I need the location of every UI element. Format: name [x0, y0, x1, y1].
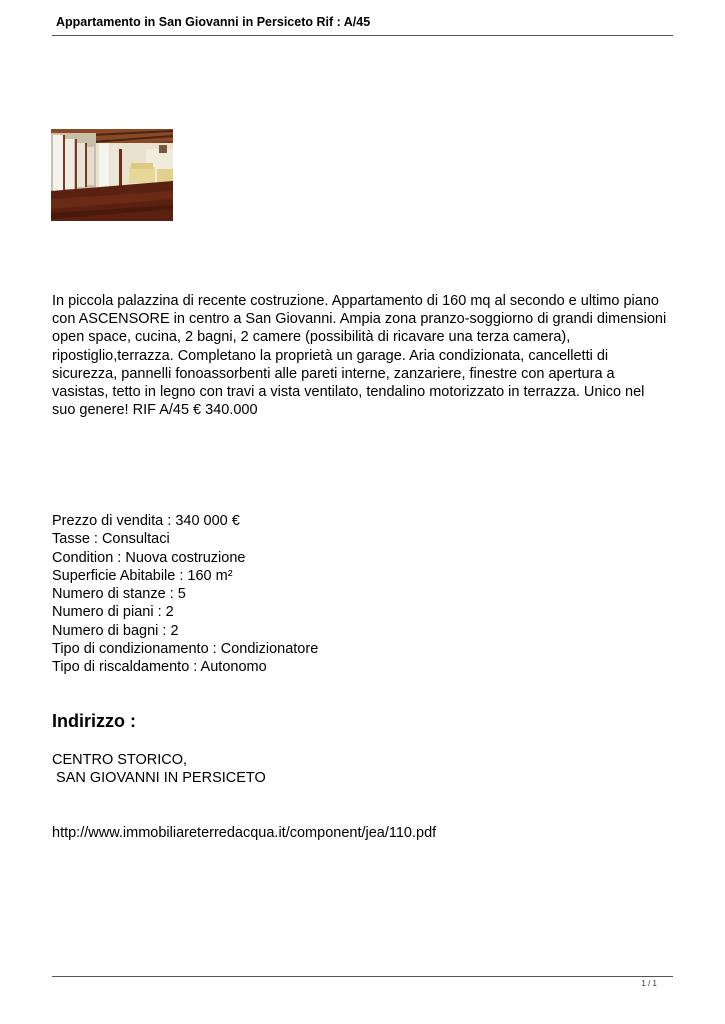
- source-link[interactable]: http://www.immobiliareterredacqua.it/component/jea/110.pdf: [52, 825, 437, 841]
- address-line-1: CENTRO STORICO,: [52, 752, 188, 768]
- footer-divider: [52, 976, 673, 977]
- page-header-title: Appartamento in San Giovanni in Persiceto Rif : A/45: [56, 15, 371, 29]
- spec-floors: Numero di piani : 2: [52, 604, 174, 621]
- property-description: [52, 292, 677, 419]
- spec-surface: Superficie Abitabile : 160 m²: [52, 567, 233, 584]
- address-block: [52, 751, 266, 788]
- description-line: ripostiglio,terrazza. Completano la proprietà un garage. Aria condizionata, cancelletti di: [52, 347, 609, 364]
- spec-heating: Tipo di riscaldamento : Autonomo: [52, 659, 267, 676]
- spec-rooms: Numero di stanze : 5: [52, 586, 186, 603]
- address-line-2: SAN GIOVANNI IN PERSICETO: [52, 770, 266, 787]
- spec-taxes: Tasse : Consultaci: [52, 531, 170, 548]
- description-line: open space, cucina, 2 bagni, 2 camere (possibilità di ricavare una terza camera),: [52, 329, 571, 346]
- spec-bathrooms: Numero di bagni : 2: [52, 622, 179, 639]
- spec-air-conditioning: Tipo di condizionamento : Condizionatore: [52, 641, 319, 658]
- spec-price: Prezzo di vendita : 340 000 €: [52, 513, 240, 529]
- description-line: sicurezza, pannelli fonoassorbenti alle pareti interne, zanzariere, finestre con apertura a: [52, 365, 615, 382]
- header-divider: [52, 35, 673, 36]
- description-line: con ASCENSORE in centro a San Giovanni. Ampia zona pranzo-soggiorno di grandi dimensioni: [52, 311, 667, 328]
- spec-condition: Condition : Nuova costruzione: [52, 549, 246, 566]
- address-heading: Indirizzo :: [52, 711, 136, 731]
- page-number: 1 / 1: [641, 979, 657, 988]
- property-photo: [51, 129, 173, 221]
- property-photo-image: [51, 129, 173, 221]
- description-line: suo genere! RIF A/45 € 340.000: [52, 402, 258, 419]
- description-line: vasistas, tetto in legno con travi a vista ventilato, tendalino motorizzato in terrazza. Unico nel: [52, 384, 645, 401]
- description-line: In piccola palazzina di recente costruzione. Appartamento di 160 mq al secondo e ultimo piano: [52, 293, 659, 309]
- property-specs: [52, 512, 318, 677]
